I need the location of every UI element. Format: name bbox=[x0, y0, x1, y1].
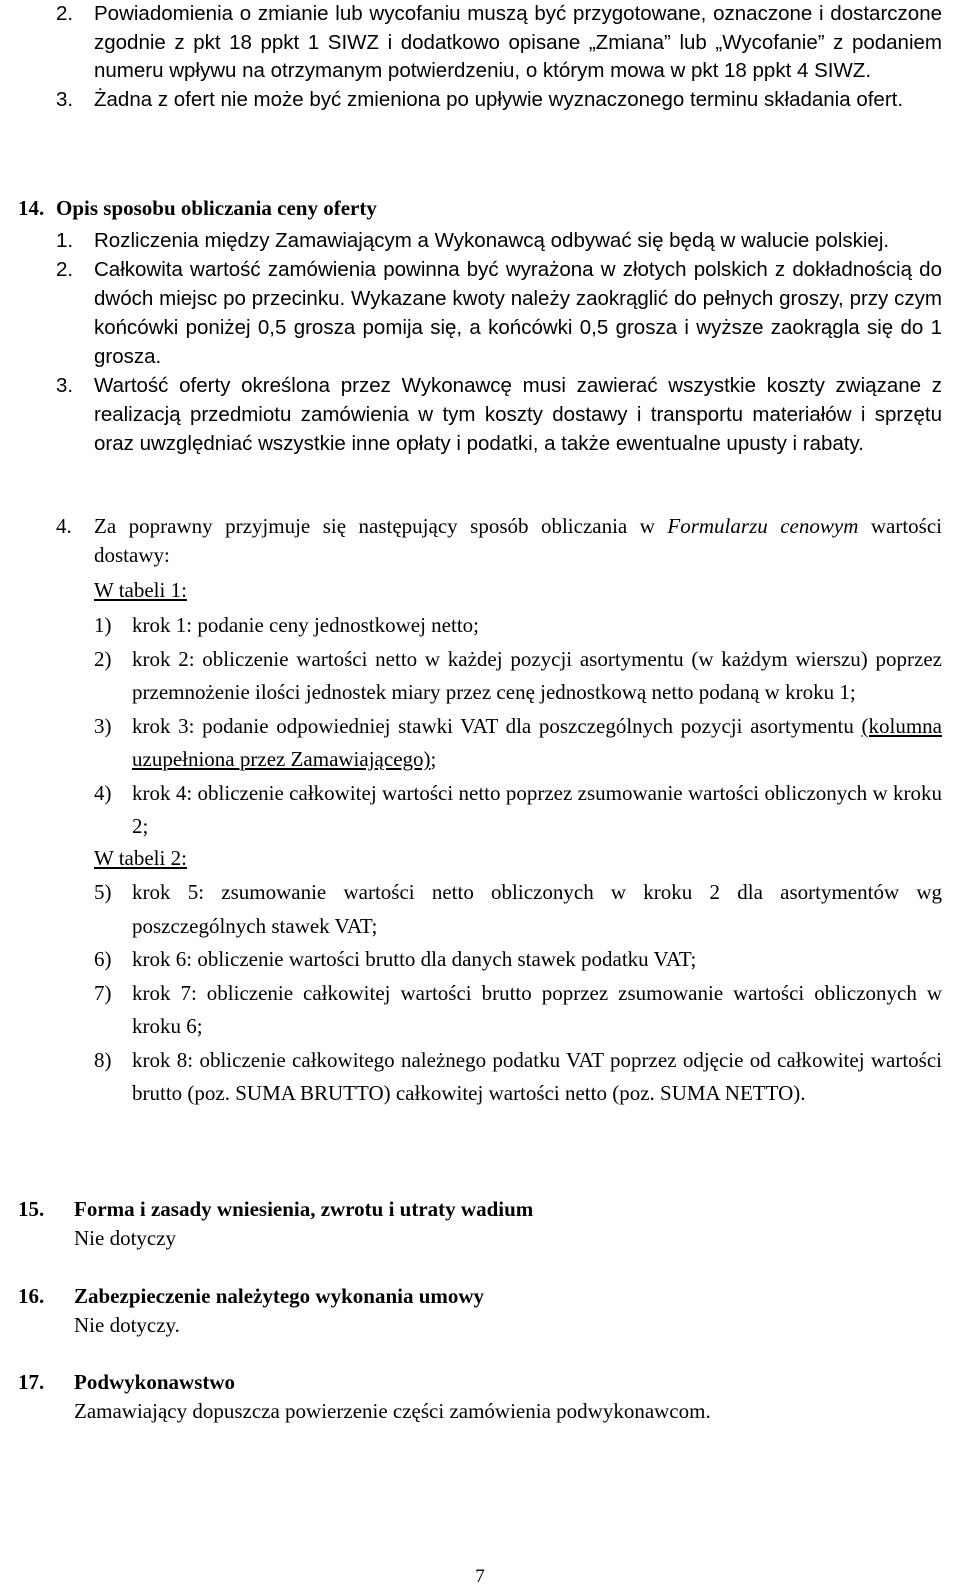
step-number: 4) bbox=[94, 780, 112, 805]
item-text: Wartość oferty określona przez Wykonawcę musi zawierać wszystkie koszty związane z realizacją przedmiotu zamówienia w tym koszty dostawy i transportu materiałów i sprzętu oraz uwzględniać wszystkie inne opłaty i podatki, a także ewentualne upusty i rabaty. bbox=[94, 374, 942, 455]
item-number: 1. bbox=[56, 229, 74, 252]
step-3 bbox=[94, 710, 942, 777]
section-body: Zamawiający dopuszcza powierzenie części zamówienia podwykonawcom. bbox=[74, 1399, 711, 1423]
step-1 bbox=[94, 609, 942, 643]
step-text: krok 4: obliczenie całkowitej wartości netto poprzez zsumowanie wartości obliczonych w kroku 2; bbox=[132, 780, 942, 838]
table1-heading bbox=[94, 576, 960, 605]
item-number: 4. bbox=[56, 514, 72, 538]
step-text: krok 1: podanie ceny jednostkowej netto; bbox=[132, 613, 480, 637]
step-text: krok 8: obliczenie całkowitego należnego podatku VAT poprzez odjęcie od całkowitej wartości brutto (poz. SUMA BRUTTO) całkowitej wartości netto (poz. SUMA NETTO). bbox=[132, 1047, 942, 1105]
section14-item-3 bbox=[56, 371, 942, 458]
table1-heading-text: W tabeli 1: bbox=[94, 578, 187, 602]
steps-table1 bbox=[94, 609, 942, 844]
section-title: Zabezpieczenie należytego wykonania umowy bbox=[74, 1284, 485, 1308]
section17 bbox=[18, 1368, 942, 1426]
step-text: krok 2: obliczenie wartości netto w każdej pozycji asortymentu (w każdym wierszu) poprzez przemnożenie ilości jednostek miary przez cenę jednostkową netto podaną w kroku 1; bbox=[132, 646, 942, 704]
step-text-underlined: (kolumna uzupełniona przez Zamawiającego) bbox=[132, 713, 942, 771]
section-body: Nie dotyczy bbox=[74, 1226, 177, 1250]
step-number: 5) bbox=[94, 880, 112, 904]
section13-tail bbox=[56, 0, 942, 115]
step-6 bbox=[94, 943, 942, 977]
step-text: krok 7: obliczenie całkowitej wartości brutto poprzez zsumowanie wartości obliczonych w kroku 6; bbox=[132, 980, 942, 1038]
section-title: Podwykonawstwo bbox=[74, 1370, 236, 1394]
section14-item-4-block bbox=[56, 512, 942, 570]
item-text: Całkowita wartość zamówienia powinna być wyrażona w złotych polskich z dokładnością do dwóch miejsc po przecinku. Wykazane kwoty należy zaokrąglić do pełnych groszy, przy czym końcówki poniżej 0,5 grosza pomija się, a końcówki 0,5 grosza i wyższe zaokrągla się do 1 grosza. bbox=[94, 258, 942, 368]
item-number: 3. bbox=[56, 88, 74, 112]
step-number: 6) bbox=[94, 947, 112, 971]
item-text: Powiadomienia o zmianie lub wycofaniu muszą być przygotowane, oznaczone i dostarczone zgodnie z pkt 18 ppkt 1 SIWZ i dodatkowo opisane „Zmiana” lub „Wycofanie” z podaniem numeru wpływu na otrzymanym potwierdzeniu, o którym mowa w pkt 18 ppkt 4 SIWZ. bbox=[94, 2, 942, 83]
page-number bbox=[0, 1566, 960, 1588]
item-number: 2. bbox=[56, 258, 74, 281]
section16 bbox=[18, 1282, 942, 1340]
section-title: Forma i zasady wniesienia, zwrotu i utraty wadium bbox=[74, 1197, 534, 1221]
item-text: Żadna z ofert nie może być zmieniona po upływie wyznaczonego terminu składania ofert. bbox=[94, 88, 904, 112]
table2-heading bbox=[94, 844, 960, 873]
steps-table2 bbox=[94, 876, 942, 1111]
section14-items bbox=[56, 226, 942, 458]
step-text: krok 5: zsumowanie wartości netto obliczonych w kroku 2 dla asortymentów wg poszczególnych stawek VAT; bbox=[132, 880, 942, 938]
step-text-b: ; bbox=[430, 747, 437, 771]
step-text-a: krok 3: podanie odpowiedniej stawki VAT dla poszczególnych pozycji asortymentu bbox=[132, 713, 862, 738]
section14-item-4 bbox=[56, 512, 942, 570]
section14-heading bbox=[18, 194, 960, 222]
section-number: 14. bbox=[18, 196, 45, 220]
step-text: krok 6: obliczenie wartości brutto dla danych stawek podatku VAT; bbox=[132, 947, 697, 971]
step-5 bbox=[94, 876, 942, 943]
section13-item-2 bbox=[56, 0, 942, 86]
step-number: 8) bbox=[94, 1047, 112, 1072]
section-number: 16. bbox=[18, 1284, 45, 1308]
step-text bbox=[94, 710, 942, 777]
item-text-a: Za poprawny przyjmuje się następujący sposób obliczania w bbox=[94, 514, 668, 538]
form-name-italic: Formularzu cenowym bbox=[667, 514, 859, 538]
section-title: Opis sposobu obliczania ceny oferty bbox=[56, 196, 377, 220]
section-number: 17. bbox=[18, 1370, 45, 1394]
item-number: 3. bbox=[56, 374, 74, 397]
page-number-text: 7 bbox=[475, 1566, 485, 1587]
item-number: 2. bbox=[56, 2, 74, 25]
section14-item-1 bbox=[56, 226, 942, 255]
step-2 bbox=[94, 643, 942, 710]
step-4 bbox=[94, 777, 942, 844]
section-body: Nie dotyczy. bbox=[74, 1313, 180, 1337]
item-text bbox=[56, 512, 942, 570]
section14-item-2 bbox=[56, 255, 942, 371]
step-number: 2) bbox=[94, 646, 112, 671]
section-number: 15. bbox=[18, 1197, 45, 1221]
item-text-b: wartości dostawy: bbox=[94, 514, 942, 567]
item-text: Rozliczenia między Zamawiającym a Wykonawcą odbywać się będą w walucie polskiej. bbox=[94, 229, 890, 252]
table2-heading-text: W tabeli 2: bbox=[94, 846, 187, 870]
step-number: 3) bbox=[94, 713, 112, 738]
step-7 bbox=[94, 977, 942, 1044]
step-number: 1) bbox=[94, 613, 112, 637]
section15 bbox=[18, 1195, 942, 1253]
step-number: 7) bbox=[94, 980, 112, 1005]
step-8 bbox=[94, 1044, 942, 1111]
section13-item-3 bbox=[56, 86, 942, 115]
